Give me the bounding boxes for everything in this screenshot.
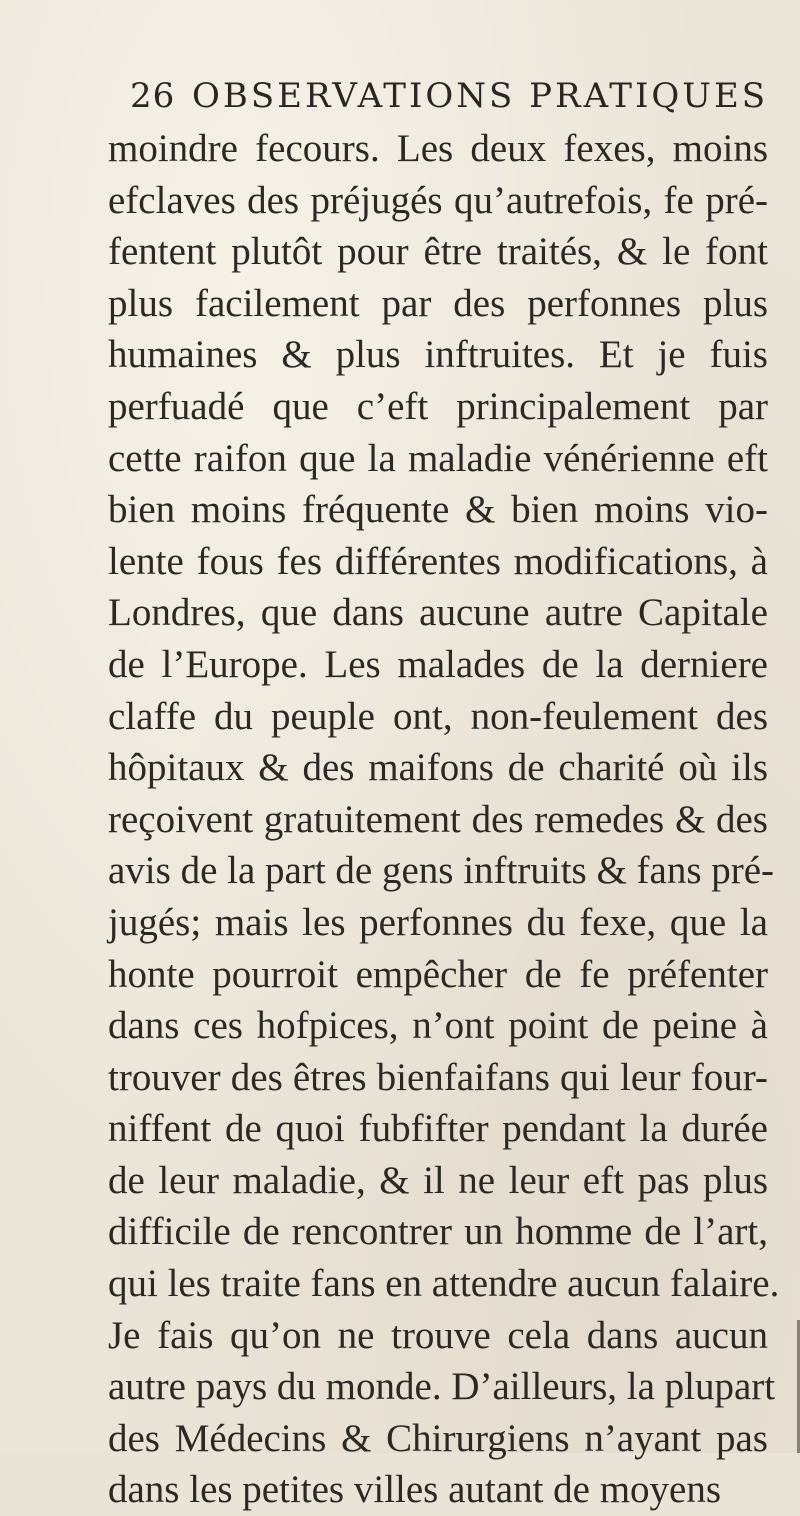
text-line: de l’Europe. Les malades de la derniere: [108, 642, 768, 686]
running-title: OBSERVATIONS PRATIQUES: [192, 76, 769, 116]
text-line: Londres, que dans aucune autre Capitale: [108, 591, 768, 635]
text-line: des Médecins & Chirurgiens n’ayant pas: [108, 1416, 768, 1460]
text-line: cette raifon que la maladie vénérienne eft: [108, 436, 768, 480]
text-line: Je fais qu’on ne trouve cela dans aucun: [108, 1313, 768, 1357]
running-head: [130, 76, 770, 116]
text-line: claffe du peuple ont, non-feulement des: [108, 694, 768, 738]
text-line: difficile de rencontrer un homme de l’art,: [108, 1210, 768, 1254]
text-line: efclaves des préjugés qu’autrefois, fe pré-: [108, 178, 768, 222]
text-line: humaines & plus inftruites. Et je fuis: [108, 333, 768, 377]
text-line: perfuadé que c’eft principalement par: [108, 384, 768, 428]
text-line: niffent de quoi fubfifter pendant la durée: [108, 1107, 768, 1151]
text-line: lente fous fes différentes modifications, à: [108, 539, 768, 583]
text-line: trouver des êtres bienfaifans qui leur four-: [108, 1055, 768, 1099]
text-line: qui les traite fans en attendre aucun falaire.: [108, 1262, 780, 1306]
text-line: bien moins fréquente & bien moins vio-: [108, 488, 768, 532]
text-line: de leur maladie, & il ne leur eft pas plus: [108, 1158, 768, 1202]
text-line: avis de la part de gens inftruits & fans pré-: [108, 849, 775, 893]
text-line: plus facilement par des perfonnes plus: [108, 281, 768, 325]
text-line: dans les petites villes autant de moyens: [108, 1468, 722, 1512]
text-line: moindre fecours. Les deux fexes, moins: [108, 127, 768, 170]
page-number: 26: [130, 76, 176, 116]
text-line: autre pays du monde. D’ailleurs, la plupart: [108, 1365, 776, 1409]
body-text: [108, 123, 780, 1516]
text-line: jugés; mais les perfonnes du fexe, que la: [108, 900, 768, 944]
text-line: reçoivent gratuitement des remedes & des: [108, 797, 768, 841]
text-line: hôpitaux & des maifons de charité où ils: [108, 746, 768, 790]
text-line: honte pourroit empêcher de fe préfenter: [108, 952, 768, 996]
text-line: fentent plutôt pour être traités, & le font: [108, 230, 768, 274]
text-line: dans ces hofpices, n’ont point de peine à: [108, 1004, 768, 1048]
